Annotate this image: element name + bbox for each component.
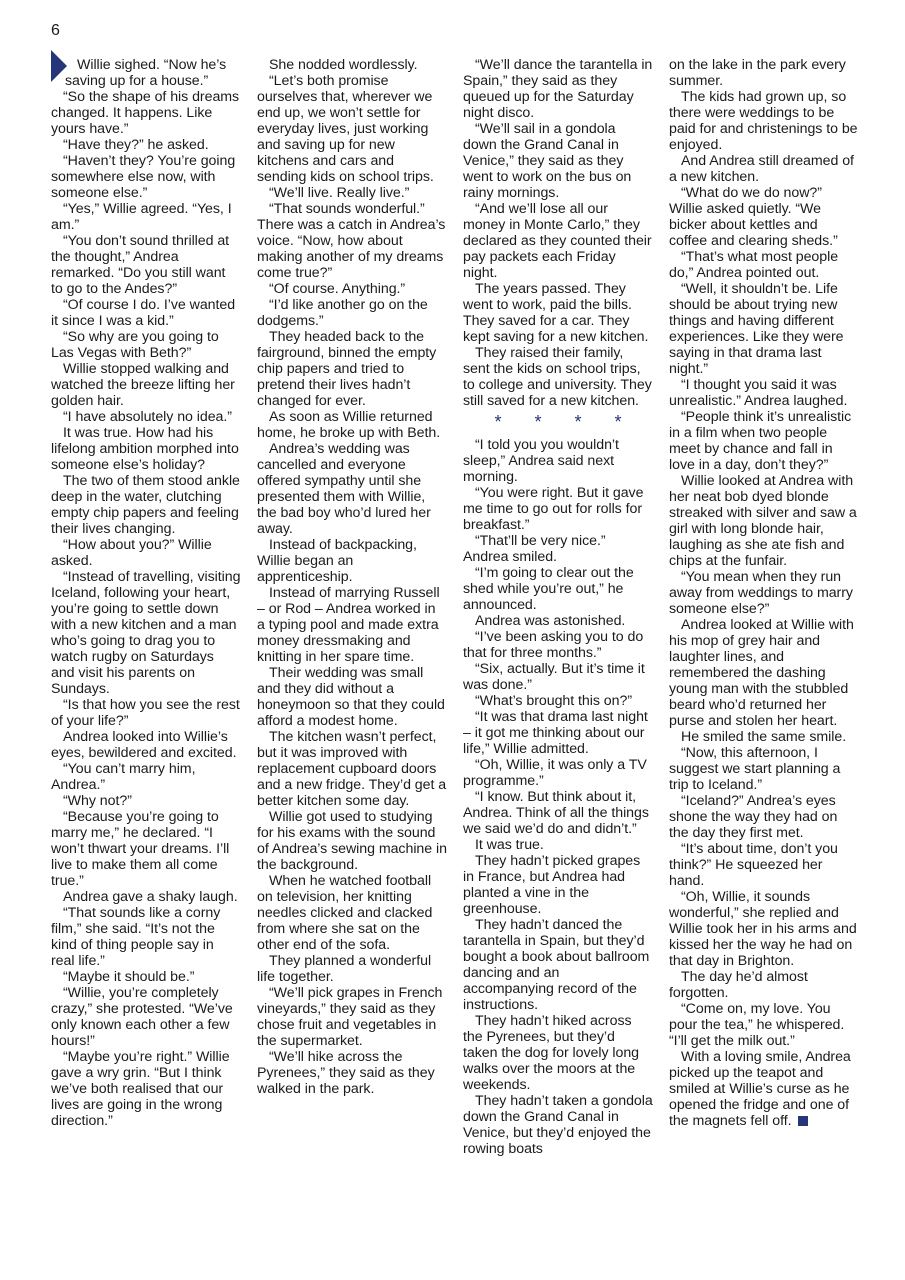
paragraph: Willie sighed. “Now he’s saving up for a house.” <box>65 57 227 89</box>
paragraph: “We’ll pick grapes in French vineyards,” they said as they chose fruit and vegetables in the supermarket. <box>257 985 443 1049</box>
paragraph: When he watched football on television, her knitting needles clicked and clacked from where she sat on the other end of the sofa. <box>257 873 433 953</box>
paragraph: “Instead of travelling, visiting Iceland, following your heart, you’re going to settle down with a new kitchen and a man who’s going to drag you to watch rugby on Saturdays and visit his parents on Sundays. <box>51 569 241 697</box>
paragraph: “Have they?” he asked. <box>63 137 209 153</box>
paragraph: “That sounds wonderful.” There was a catch in Andrea’s voice. “Now, how about making another of my dreams come true?” <box>257 201 446 281</box>
paragraph: “Is that how you see the rest of your life?” <box>51 697 240 729</box>
paragraph: Instead of backpacking, Willie began an apprenticeship. <box>257 537 417 585</box>
paragraph: “So why are you going to Las Vegas with Beth?” <box>51 329 219 361</box>
paragraph: The two of them stood ankle deep in the water, clutching empty chip papers and feeling their lives changing. <box>51 473 240 537</box>
paragraph: “We’ll live. Really live.” <box>269 185 410 201</box>
paragraph: They planned a wonderful life together. <box>257 953 432 985</box>
paragraph: “I’m going to clear out the shed while you’re out,” he announced. <box>463 565 634 613</box>
paragraph: “We’ll dance the tarantella in Spain,” they said as they queued up for the Saturday night disco. <box>463 57 653 121</box>
paragraph: “What’s brought this on?” <box>475 693 632 709</box>
paragraph: “Come on, my love. You pour the tea,” he whispered. “I’ll get the milk out.” <box>669 1001 845 1049</box>
paragraph: “I told you you wouldn’t sleep,” Andrea said next morning. <box>463 437 619 485</box>
paragraph: They raised their family, sent the kids on school trips, to college and university. They still saved for a new kitchen. <box>463 345 652 409</box>
paragraph: The kitchen wasn’t perfect, but it was improved with replacement cupboard doors and a new fridge. They’d get a better kitchen some day. <box>257 729 447 809</box>
paragraph: “Iceland?” Andrea’s eyes shone the way they had on the day they first met. <box>669 793 838 841</box>
paragraph: Willie stopped walking and watched the breeze lifting her golden hair. <box>51 361 235 409</box>
paragraph: “That sounds like a corny film,” she said. “It’s not the kind of thing people say in real life.” <box>51 905 221 969</box>
text-column-1 <box>51 57 241 1129</box>
paragraph: “How about you?” Willie asked. <box>51 537 212 569</box>
paragraph: “Why not?” <box>63 793 132 809</box>
paragraph: “So the shape of his dreams changed. It happens. Like yours have.” <box>51 89 240 137</box>
paragraph: Andrea was astonished. <box>475 613 626 629</box>
paragraph: “You mean when they run away from weddings to marry someone else?” <box>669 569 853 617</box>
paragraph: “You don’t sound thrilled at the thought,” Andrea remarked. “Do you still want to go to the Andes?” <box>51 233 230 297</box>
paragraph: “What do we do now?” Willie asked quietly. “We bicker about kettles and coffee and clearing sheds.” <box>669 185 838 249</box>
paragraph: “Of course I do. I’ve wanted it since I was a kid.” <box>51 297 236 329</box>
paragraph: “Oh, Willie, it was only a TV programme.” <box>463 757 647 789</box>
paragraph: They hadn’t hiked across the Pyrenees, but they’d taken the dog for lovely long walks over the moors at the weekends. <box>463 1013 640 1093</box>
paragraph: “We’ll sail in a gondola down the Grand Canal in Venice,” they said as they went to work on the bus on rainy mornings. <box>463 121 632 201</box>
paragraph: “That’ll be very nice.” Andrea smiled. <box>463 533 606 565</box>
paragraph: “Now, this afternoon, I suggest we start planning a trip to Iceland.” <box>669 745 841 793</box>
end-mark-icon <box>798 1116 808 1126</box>
paragraph: As soon as Willie returned home, he broke up with Beth. <box>257 409 441 441</box>
page-number: 6 <box>51 22 60 39</box>
paragraph: “I know. But think about it, Andrea. Think of all the things we said we’d do and didn’t.” <box>463 789 649 837</box>
paragraph: “Haven’t they? You’re going somewhere else now, with someone else.” <box>51 153 236 201</box>
paragraph: Instead of marrying Russell – or Rod – Andrea worked in a typing pool and made extra money dressmaking and knitting in her spare time. <box>257 585 440 665</box>
paragraph: They hadn’t taken a gondola down the Grand Canal in Venice, but they’d enjoyed the rowing boats <box>463 1093 653 1157</box>
paragraph: Andrea gave a shaky laugh. <box>63 889 238 905</box>
paragraph: “Because you’re going to marry me,” he declared. “I won’t thwart your dreams. I’ll live to make them all come true.” <box>51 809 230 889</box>
paragraph: Andrea looked at Willie with his mop of grey hair and laughter lines, and remembered the dashing young man with the stubbled beard who’d returned her purse and stolen her heart. <box>669 617 854 729</box>
text-column-2 <box>257 57 447 1097</box>
paragraph: “Well, it shouldn’t be. Life should be about trying new things and having different experiences. Like they were saying in that drama last night.” <box>669 281 844 377</box>
paragraph: “Six, actually. But it’s time it was done.” <box>463 661 645 693</box>
paragraph: “And we’ll lose all our money in Monte Carlo,” they declared as they counted their pay packets each Friday night. <box>463 201 652 281</box>
text-column-4 <box>669 57 859 1129</box>
paragraph: “It’s about time, don’t you think?” He squeezed her hand. <box>669 841 838 889</box>
paragraph: “We’ll hike across the Pyrenees,” they said as they walked in the park. <box>257 1049 435 1097</box>
paragraph: It was true. How had his lifelong ambition morphed into someone else’s holiday? <box>51 425 239 473</box>
paragraph: Their wedding was small and they did without a honeymoon so that they could afford a modest home. <box>257 665 445 729</box>
text-column-3 <box>463 57 653 1157</box>
paragraph: “People think it’s unrealistic in a film when two people meet by chance and fall in love in a day, don’t they?” <box>669 409 852 473</box>
paragraph: Andrea looked into Willie’s eyes, bewildered and excited. <box>51 729 237 761</box>
paragraph: They hadn’t danced the tarantella in Spain, but they’d bought a book about ballroom dancing and an accompanying record of the instructions. <box>463 917 650 1013</box>
paragraph: Andrea’s wedding was cancelled and everyone offered sympathy until she presented them with Willie, the bad boy who’d lured her away. <box>257 441 431 537</box>
paragraph: They hadn’t picked grapes in France, but Andrea had planted a vine in the greenhouse. <box>463 853 641 917</box>
paragraph: He smiled the same smile. <box>681 729 847 745</box>
paragraph: With a loving smile, Andrea picked up the teapot and smiled at Willie’s curse as he opened the fridge and one of the magnets fell off. <box>669 1049 851 1129</box>
paragraph: “You can’t marry him, Andrea.” <box>51 761 196 793</box>
paragraph: She nodded wordlessly. <box>269 57 418 73</box>
paragraph: The day he’d almost forgotten. <box>669 969 808 1001</box>
paragraph: “I have absolutely no idea.” <box>63 409 232 425</box>
paragraph: Willie looked at Andrea with her neat bob dyed blonde streaked with silver and saw a girl with long blonde hair, laughing as she ate fish and chips at the funfair. <box>669 473 857 569</box>
paragraph: They headed back to the fairground, binned the empty chip papers and tried to pretend their lives hadn’t changed for ever. <box>257 329 437 409</box>
paragraph: “Let’s both promise ourselves that, wherever we end up, we won’t settle for everyday lives, just working and saving up for new kitchens and cars and sending kids on school trips. <box>257 73 434 185</box>
scene-break: * * * * <box>494 412 636 432</box>
paragraph: Willie got used to studying for his exams with the sound of Andrea’s sewing machine in the background. <box>257 809 447 873</box>
paragraph: “I’d like another go on the dodgems.” <box>257 297 428 329</box>
paragraph: “I thought you said it was unrealistic.” Andrea laughed. <box>669 377 848 409</box>
paragraph: on the lake in the park every summer. <box>669 57 846 89</box>
paragraph: The kids had grown up, so there were weddings to be paid for and christenings to be enjoyed. <box>669 89 858 153</box>
paragraph: “Yes,” Willie agreed. “Yes, I am.” <box>51 201 232 233</box>
paragraph: And Andrea still dreamed of a new kitchen. <box>669 153 854 185</box>
paragraph: It was true. <box>475 837 544 853</box>
paragraph: “Willie, you’re completely crazy,” she protested. “We’ve only known each other a few hours!” <box>51 985 233 1049</box>
paragraph: “Of course. Anything.” <box>269 281 406 297</box>
paragraph: “That’s what most people do,” Andrea pointed out. <box>669 249 839 281</box>
paragraph: “I’ve been asking you to do that for three months.” <box>463 629 644 661</box>
paragraph: “You were right. But it gave me time to go out for rolls for breakfast.” <box>463 485 644 533</box>
paragraph: “Maybe you’re right.” Willie gave a wry grin. “But I think we’ve both realised that our lives are going in the wrong direction.” <box>51 1049 230 1129</box>
paragraph: “It was that drama last night – it got me thinking about our life,” Willie admitted. <box>463 709 648 757</box>
paragraph: “Maybe it should be.” <box>63 969 195 985</box>
paragraph: The years passed. They went to work, paid the bills. They saved for a car. They kept saving for a new kitchen. <box>463 281 649 345</box>
paragraph: “Oh, Willie, it sounds wonderful,” she replied and Willie took her in his arms and kissed her the way he had on that day in Brighton. <box>669 889 857 969</box>
